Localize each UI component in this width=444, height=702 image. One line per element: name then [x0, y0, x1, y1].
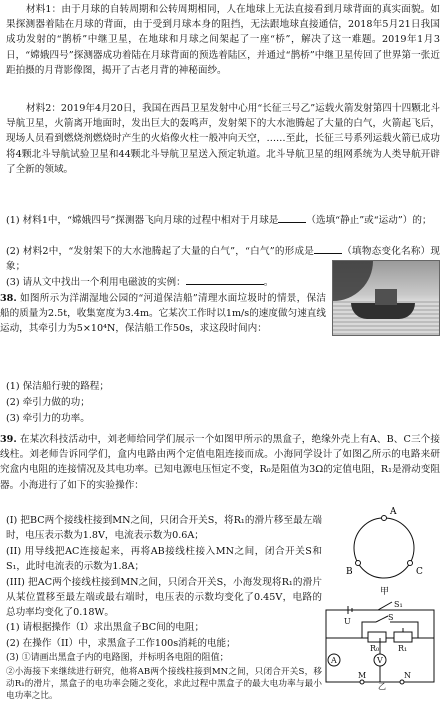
problem-39-q3 [6, 652, 322, 665]
switch-s [378, 602, 392, 610]
problem-39 [0, 432, 440, 493]
cleaning-boat-photo [332, 260, 440, 336]
answer-blank-3[interactable] [186, 274, 264, 285]
answer-blank-2[interactable] [314, 243, 342, 254]
problem-39-q2: (2) 在操作（II）中，求黑盒子工作100s消耗的电能； [6, 638, 236, 649]
problem-39-step-3: (III) 把AC两个接线柱接到MN之间，只闭合开关S，小海发现将R₁的滑片从某位置移至最左端或最右端时，电压表的示数均变化了0.45V，电路的总功率均变化了0.18W。 [6, 577, 322, 619]
terminal-m [360, 680, 364, 684]
problem-39-step-1: (I) 把BC两个接线柱接到MN之间，只闭合开关S，将R₁的滑片移至最左端时，电压表示数为1.8V，电流表示数为0.6A； [6, 515, 322, 542]
material-q1-tail: （选填“静止”或“运动”）的； [306, 215, 432, 226]
label-voltmeter: V [377, 656, 383, 665]
material-q3-text: (3) 请从文中找出一个利用电磁波的实例： [6, 277, 186, 288]
terminal-a [382, 516, 387, 521]
problem-39-number: 39. [0, 434, 17, 445]
problem-38-q1: (1) 保洁船行驶的路程； [6, 381, 109, 392]
material-2-paragraph: 材料2：2019年4月20日，我国在西昌卫星发射中心用“长征三号乙”运载火箭发射第四十四颗北斗导航卫星，火箭离开地面时，发出巨大的轰鸣声，发射架下的大水池腾起了大量的白气，火箭起飞后，现场人员看到燃烧剂燃烧时产生的火焰像火柱一般冲向天空，……至此，长征三号系列运载火箭已成功将4颗北斗导航试验卫星和44颗北斗导航卫星送入预定轨道。北斗导航卫星的组网系统为人类导航开辟了全新的领域。 [6, 103, 440, 175]
label-r0: R₀ [370, 644, 380, 653]
problem-38-stem: 如图所示为洋湖湿地公园的“河道保洁船”清理水面垃圾时的情景，保洁船的质量为2.5t，收集宽度为3.4m。它某次工作时以1m/s的速度做匀速直线运动，其牵引力为5×10⁴N，保洁船工作50s，求这段时间内： [0, 293, 326, 335]
rheostat-r1 [394, 632, 412, 642]
problem-38-q2: (2) 牵引力做的功； [6, 397, 90, 408]
black-box-figure-jia [332, 506, 440, 598]
switch-s1 [376, 616, 388, 622]
problem-38-q3: (3) 牵引力的功率。 [6, 413, 90, 424]
material-q1-text: (1) 材料1中，“嫦娥四号”探测器飞向月球的过程中相对于月球是 [6, 215, 279, 226]
label-ammeter: A [331, 656, 337, 665]
material-q2-tail: （填物态变化名称）现象； [6, 246, 440, 273]
label-u: U [344, 617, 351, 626]
circuit-figure-yi [318, 598, 442, 690]
problem-39-q3b: ②小海接下来继续进行研究，他将AB两个接线柱接到MN之间，只闭合开关S，移动R₁的滑片，黑盒子的电功率会随之变化，求此过程中黑盒子的最大电功率与最小电功率之比。 [6, 667, 322, 701]
label-r1: R₁ [398, 644, 408, 653]
material-q2-text: (2) 材料2中，“发射架下的大水池腾起了大量的白气”，“白气”的形成是 [6, 246, 315, 257]
problem-38-number: 38. [0, 293, 17, 304]
label-s1: S₁ [394, 600, 403, 609]
label-a: A [390, 507, 397, 517]
material-question-1 [6, 212, 440, 228]
caption-jia: 甲 [380, 587, 390, 597]
problem-39-q1: (1) 请根据操作（I）求出黑盒子BC间的电阻； [6, 622, 205, 633]
terminal-b [356, 561, 361, 566]
resistor-r0 [368, 632, 386, 642]
terminal-c [408, 561, 413, 566]
material-question-3 [6, 274, 326, 290]
material-1-paragraph: 材料1：由于月球的自转周期和公转周期相同，人在地球上无法直接看到月球背面的真实面貌。如果探测器着陆在月球的背面，由于受到月球本身的阻挡，无法跟地球直接通信，2018年5月21日我国成功发射的“鹊桥”中继卫星，在地球和月球之间架起了一座“桥”，解决了这一难题。2019年1月3日，“嫦娥四号”探测器成功着陆在月球背面的预选着陆区，并通过“鹊桥”中继卫星传回了世界第一张近距拍摄的月背影像图，揭开了古老月背的神秘面纱。 [6, 4, 440, 76]
problem-39-step-2: (II) 用导线把AC连接起来，再将AB接线柱接入MN之间，闭合开关S和S₁，此时电流表的示数为1.8A； [6, 546, 322, 573]
label-m: M [358, 671, 367, 680]
problem-39-q3a: (3) ①请画出黑盒子内的电路图，并标明各电阻的阻值； [6, 653, 229, 663]
caption-yi: 乙 [378, 682, 386, 690]
problem-39-intro: 在某次科技活动中，刘老师给同学们展示一个如图甲所示的黑盒子，绝缘外壳上有A、B、C三个接线柱。刘老师告诉同学们，盒内电路由两个定值电阻连接而成。小海同学设计了如图乙所示的电路来研究盒内电阻的连接情况及其电功率。已知电源电压恒定不变，R₀是阻值为3Ω的定值电阻，R₁是滑动变阻器。小海进行了如下的实验操作： [0, 434, 440, 491]
label-s: S [388, 613, 394, 622]
material-q3-tail: 。 [263, 277, 274, 288]
label-b: B [346, 567, 353, 577]
terminal-n [400, 680, 404, 684]
answer-blank-1[interactable] [278, 212, 306, 223]
label-n: N [404, 671, 411, 680]
label-c: C [416, 567, 423, 577]
problem-38 [0, 291, 326, 337]
